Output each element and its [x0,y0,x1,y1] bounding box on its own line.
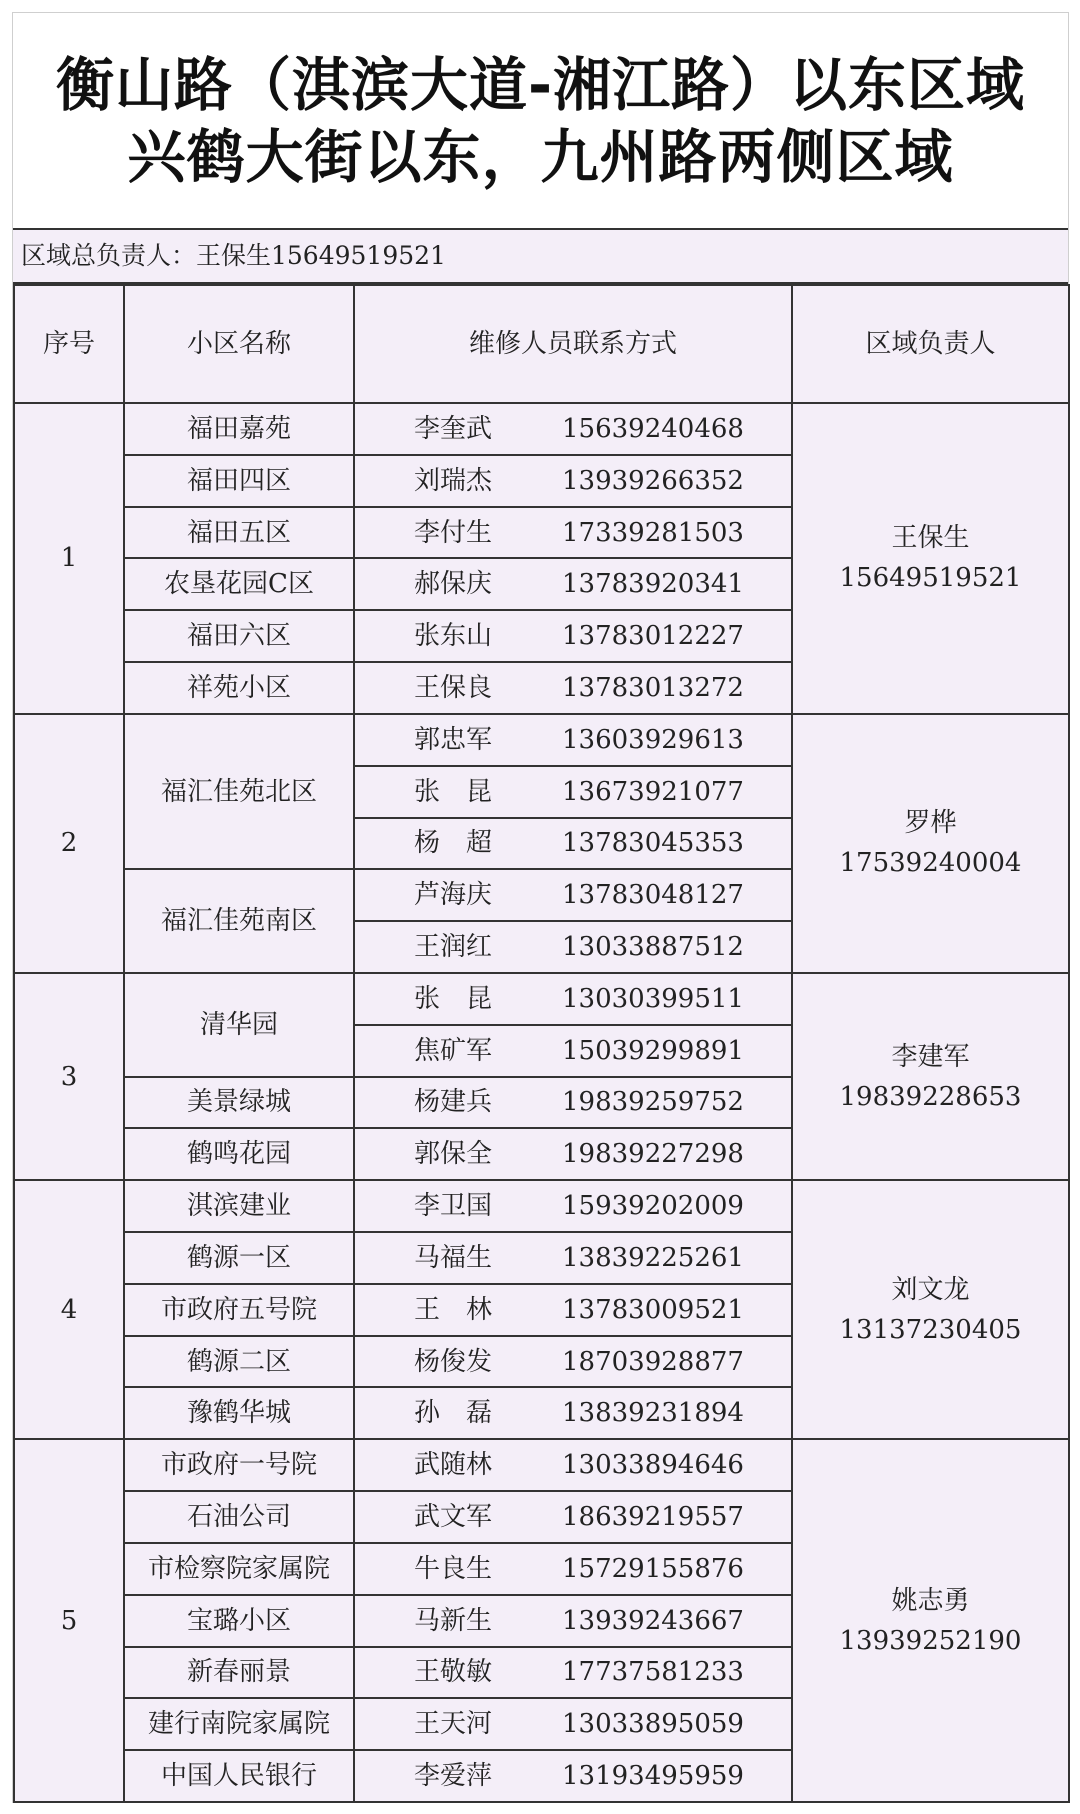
repair-staff-name: 郭保全 [413,1139,492,1170]
repair-staff-contact [354,1750,792,1802]
document-title [13,13,1068,228]
group-index: 4 [14,1180,124,1439]
repair-staff-phone: 13030399511 [562,983,744,1014]
header-index: 序号 [14,285,124,403]
community-name: 鹤源一区 [124,1232,354,1284]
repair-staff-phone: 13839231894 [562,1398,744,1429]
repair-staff-phone: 13603929613 [562,724,744,755]
repair-staff-phone: 15729155876 [562,1553,744,1584]
repair-staff-phone: 18703928877 [562,1346,744,1377]
repair-staff-name: 张东山 [413,621,492,652]
region-manager-name: 王保生 [891,523,970,554]
repair-staff-name: 马新生 [413,1605,492,1636]
repair-staff-name: 刘瑞杰 [413,465,492,496]
repair-staff-name: 马福生 [413,1242,492,1273]
repair-staff-phone: 17339281503 [562,517,744,548]
repair-staff-phone: 18639219557 [562,1501,744,1532]
repair-staff-name: 郭忠军 [413,724,492,755]
region-manager-name: 姚志勇 [891,1585,970,1616]
repair-staff-phone: 13783920341 [562,569,744,600]
region-manager [792,1180,1069,1439]
repair-staff-phone: 19839227298 [562,1139,744,1170]
repair-staff-contact [354,818,792,870]
repair-staff-contact [354,1128,792,1180]
repair-staff-phone: 15939202009 [562,1191,744,1222]
repair-staff-name: 李奎武 [413,413,492,444]
repair-contact-table [13,284,1070,1803]
community-name: 鹤源二区 [124,1336,354,1388]
repair-staff-name: 杨建兵 [413,1087,492,1118]
community-name: 市政府五号院 [124,1284,354,1336]
repair-staff-name: 焦矿军 [413,1035,492,1066]
community-name: 福汇佳苑南区 [124,869,354,973]
community-name: 祥苑小区 [124,662,354,714]
repair-staff-name: 孙 磊 [413,1398,492,1429]
community-name: 新春丽景 [124,1647,354,1699]
repair-staff-phone: 13193495959 [562,1761,744,1792]
repair-staff-contact [354,869,792,921]
community-name: 豫鹤华城 [124,1387,354,1439]
repair-staff-name: 武文军 [413,1501,492,1532]
header-community: 小区名称 [124,285,354,403]
repair-staff-contact [354,1336,792,1388]
repair-staff-contact [354,1698,792,1750]
community-name: 宝璐小区 [124,1595,354,1647]
repair-staff-name: 李爱萍 [413,1761,492,1792]
table-row [14,1180,1069,1232]
repair-staff-phone: 13783045353 [562,828,744,859]
repair-staff-phone: 13033894646 [562,1450,744,1481]
repair-staff-name: 郝保庆 [413,569,492,600]
repair-staff-name: 牛良生 [413,1553,492,1584]
repair-staff-name: 张 昆 [413,776,492,807]
region-manager [792,714,1069,973]
region-manager-name: 罗桦 [904,808,957,839]
repair-staff-name: 杨俊发 [413,1346,492,1377]
repair-staff-name: 李卫国 [413,1191,492,1222]
repair-staff-name: 武随林 [413,1450,492,1481]
repair-staff-name: 王敬敏 [413,1657,492,1688]
repair-staff-contact [354,1232,792,1284]
region-manager-phone: 13137230405 [839,1314,1022,1345]
repair-staff-phone: 13939266352 [562,465,744,496]
repair-staff-contact [354,1647,792,1699]
region-manager-phone: 19839228653 [839,1081,1022,1112]
repair-staff-contact [354,1025,792,1077]
repair-staff-contact [354,1439,792,1491]
repair-staff-contact [354,610,792,662]
community-name: 福汇佳苑北区 [124,714,354,869]
community-name: 福田六区 [124,610,354,662]
community-name: 福田四区 [124,455,354,507]
community-name: 美景绿城 [124,1077,354,1129]
repair-staff-contact [354,714,792,766]
group-index: 5 [14,1439,124,1802]
table-row [14,714,1069,766]
repair-staff-contact [354,921,792,973]
repair-staff-name: 王 林 [413,1294,492,1325]
repair-staff-contact [354,1180,792,1232]
title-line-1: 衡山路（淇滨大道-湘江路）以东区域 [55,51,1026,119]
table-row [14,403,1069,455]
repair-staff-phone: 13783012227 [562,621,744,652]
repair-staff-contact [354,1077,792,1129]
repair-staff-name: 杨 超 [413,828,492,859]
group-index: 1 [14,403,124,714]
repair-staff-name: 张 昆 [413,983,492,1014]
repair-staff-contact [354,973,792,1025]
repair-staff-phone: 15639240468 [562,413,744,444]
community-name: 鹤鸣花园 [124,1128,354,1180]
repair-staff-contact [354,766,792,818]
repair-staff-name: 王润红 [413,932,492,963]
community-name: 清华园 [124,973,354,1077]
repair-staff-phone: 17737581233 [562,1657,744,1688]
community-name: 市政府一号院 [124,1439,354,1491]
community-name: 中国人民银行 [124,1750,354,1802]
title-line-2: 兴鹤大街以东，九州路两侧区域 [127,123,954,191]
community-name: 淇滨建业 [124,1180,354,1232]
repair-staff-contact [354,1491,792,1543]
community-name: 市检察院家属院 [124,1543,354,1595]
repair-staff-phone: 13839225261 [562,1242,744,1273]
community-name: 建行南院家属院 [124,1698,354,1750]
repair-staff-name: 李付生 [413,517,492,548]
repair-staff-contact [354,1284,792,1336]
repair-staff-contact [354,558,792,610]
community-name: 石油公司 [124,1491,354,1543]
repair-staff-phone: 13033887512 [562,932,744,963]
region-manager [792,1439,1069,1802]
group-index: 2 [14,714,124,973]
community-name: 福田嘉苑 [124,403,354,455]
repair-staff-contact [354,1595,792,1647]
repair-staff-contact [354,403,792,455]
region-manager [792,973,1069,1180]
region-manager-name: 刘文龙 [891,1274,970,1305]
region-manager-name: 李建军 [891,1041,970,1072]
repair-staff-contact [354,1543,792,1595]
table-row [14,973,1069,1025]
header-repair-contact: 维修人员联系方式 [354,285,792,403]
repair-staff-contact [354,455,792,507]
repair-staff-phone: 13783048127 [562,880,744,911]
region-summary: 区域总负责人：王保生15649519521 [13,228,1068,284]
community-name: 福田五区 [124,507,354,559]
repair-staff-phone: 13783013272 [562,672,744,703]
region-manager-phone: 15649519521 [839,563,1022,594]
region-manager [792,403,1069,714]
repair-staff-name: 王保良 [413,672,492,703]
header-region-manager: 区域负责人 [792,285,1069,403]
community-name: 农垦花园C区 [124,558,354,610]
table-row [14,1439,1069,1491]
repair-staff-phone: 13673921077 [562,776,744,807]
group-index: 3 [14,973,124,1180]
region-manager-phone: 13939252190 [839,1625,1022,1656]
repair-staff-contact [354,1387,792,1439]
repair-staff-name: 王天河 [413,1709,492,1740]
repair-staff-phone: 13939243667 [562,1605,744,1636]
repair-staff-name: 芦海庆 [413,880,492,911]
repair-staff-phone: 13033895059 [562,1709,744,1740]
table-body [14,403,1069,1802]
repair-staff-contact [354,507,792,559]
repair-staff-phone: 19839259752 [562,1087,744,1118]
repair-staff-phone: 13783009521 [562,1294,744,1325]
repair-staff-contact [354,662,792,714]
region-manager-phone: 17539240004 [839,848,1022,879]
repair-staff-phone: 15039299891 [562,1035,744,1066]
table-header-row [14,285,1069,403]
